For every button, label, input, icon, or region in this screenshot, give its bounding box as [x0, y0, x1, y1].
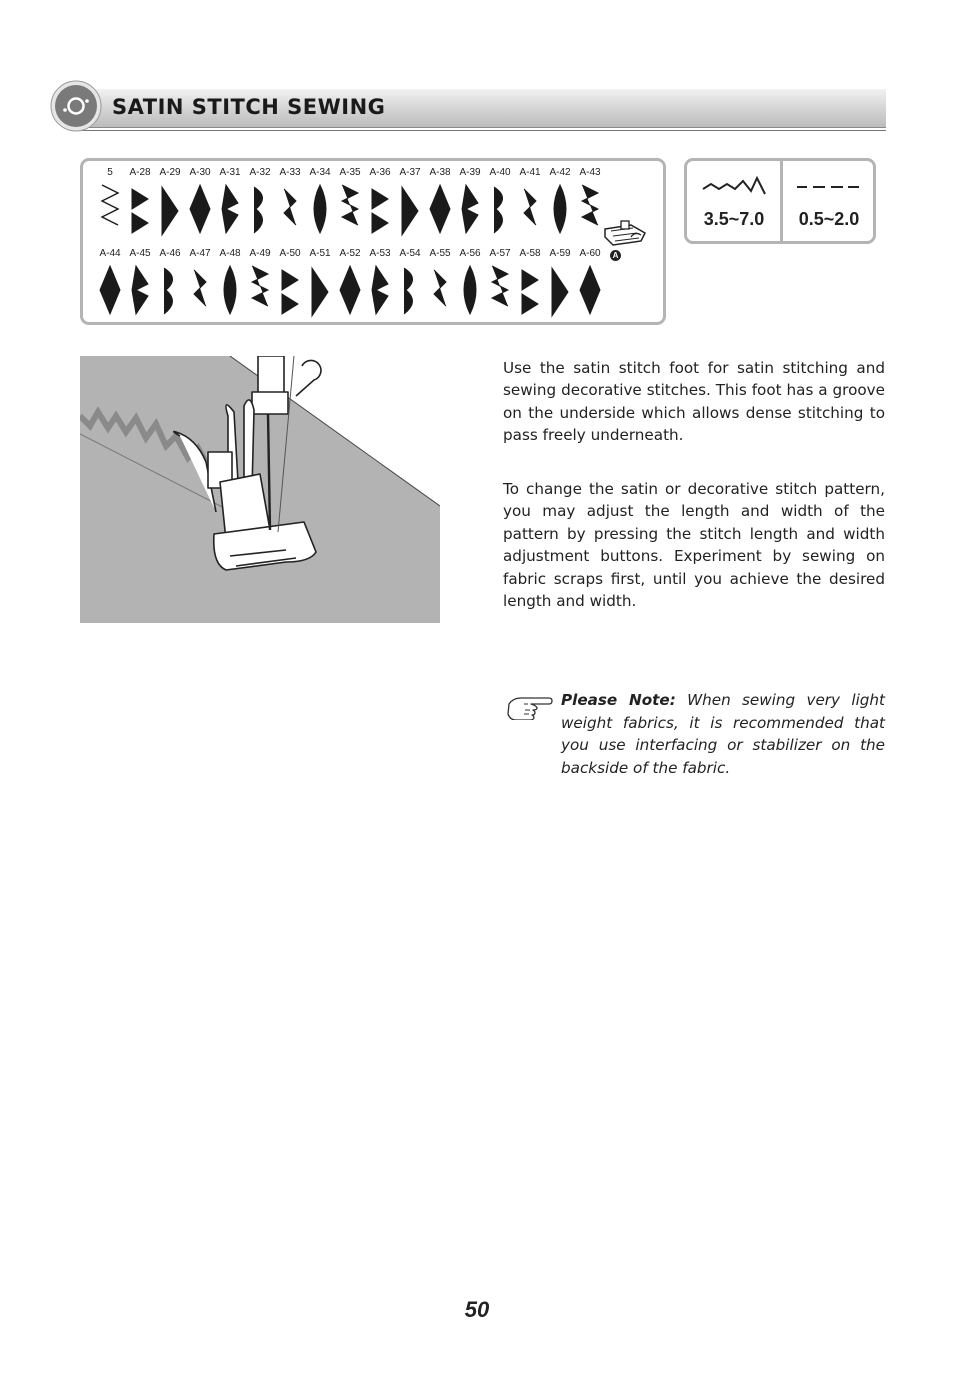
stitch-pattern-a-60	[575, 248, 605, 318]
header-rule	[80, 130, 886, 131]
stitch-pattern-label: A-30	[189, 167, 211, 178]
stitch-glyph-icon	[338, 183, 362, 237]
stitch-glyph-icon	[338, 264, 362, 318]
stitch-pattern-a-41	[515, 167, 545, 237]
stitch-glyph-icon	[308, 183, 332, 237]
stitch-glyph-icon	[188, 264, 212, 318]
stitch-pattern-label: A-39	[459, 167, 481, 178]
stitch-glyph-icon	[188, 183, 212, 237]
stitch-pattern-label: A-40	[489, 167, 511, 178]
stitch-pattern-a-40	[485, 167, 515, 237]
stitch-glyph-icon	[398, 183, 422, 237]
stitch-pattern-label: A-55	[429, 248, 451, 259]
stitch-glyph-icon	[98, 264, 122, 318]
stitch-pattern-a-47	[185, 248, 215, 318]
stitch-glyph-icon	[578, 264, 602, 318]
stitch-pattern-label: A-53	[369, 248, 391, 259]
stitch-pattern-label: A-37	[399, 167, 421, 178]
stitch-pattern-a-29	[155, 167, 185, 237]
foot-marker-badge: A	[610, 250, 621, 261]
stitch-glyph-icon	[428, 183, 452, 237]
stitch-settings-box	[684, 158, 876, 244]
stitch-pattern-label: A-44	[99, 248, 121, 259]
stitch-pattern-a-35	[335, 167, 365, 237]
stitch-pattern-label: A-57	[489, 248, 511, 259]
stitch-pattern-label: A-54	[399, 248, 421, 259]
stitch-pattern-a-33	[275, 167, 305, 237]
stitch-glyph-icon	[548, 183, 572, 237]
stitch-pattern-label: A-56	[459, 248, 481, 259]
section-header	[50, 80, 886, 132]
stitch-pattern-label: A-46	[159, 248, 181, 259]
stitch-glyph-icon	[458, 183, 482, 237]
stitch-glyph-icon	[278, 183, 302, 237]
stitch-glyph-icon	[488, 183, 512, 237]
stitch-pattern-label: A-60	[579, 248, 601, 259]
pointing-hand-icon	[506, 694, 554, 720]
stitch-glyph-icon	[158, 264, 182, 318]
stitch-pattern-a-30	[185, 167, 215, 237]
stitch-pattern-a-45	[125, 248, 155, 318]
note-text: When sewing very light weight fabrics, it is recommended that you use interfacing or stabilizer on the backside of the fabric.	[561, 691, 886, 777]
satin-foot-sewing-illustration	[80, 356, 440, 623]
stitch-pattern-a-46	[155, 248, 185, 318]
stitch-glyph-icon	[128, 183, 152, 237]
stitch-pattern-label: A-36	[369, 167, 391, 178]
stitch-pattern-a-42	[545, 167, 575, 237]
stitch-pattern-a-57	[485, 248, 515, 318]
stitch-glyph-icon	[578, 183, 602, 237]
stitch-pattern-label: A-42	[549, 167, 571, 178]
stitch-pattern-a-44	[95, 248, 125, 318]
stitch-glyph-icon	[428, 264, 452, 318]
stitch-glyph-icon	[488, 264, 512, 318]
stitch-pattern-label: A-38	[429, 167, 451, 178]
stitch-pattern-label: A-52	[339, 248, 361, 259]
stitch-pattern-label: A-31	[219, 167, 241, 178]
stitch-pattern-label: A-59	[549, 248, 571, 259]
stitch-glyph-icon	[218, 264, 242, 318]
paragraph-satin-foot: Use the satin stitch foot for satin stitching and sewing decorative stitches. This foot has a groove on the underside which allows dense stitching to pass freely underneath.	[503, 359, 885, 445]
stitch-pattern-a-34	[305, 167, 335, 237]
stitch-glyph-icon	[398, 264, 422, 318]
stitch-glyph-icon	[248, 264, 272, 318]
stitch-width-icon	[701, 175, 767, 197]
stitch-pattern-label: A-41	[519, 167, 541, 178]
stitch-length-icon	[795, 175, 861, 197]
stitch-pattern-a-37	[395, 167, 425, 237]
stitch-pattern-a-50	[275, 248, 305, 318]
stitch-pattern-a-55	[425, 248, 455, 318]
stitch-glyph-icon	[518, 264, 542, 318]
stitch-pattern-label: A-34	[309, 167, 331, 178]
paragraph-adjust-pattern: To change the satin or decorative stitch pattern, you may adjust the length and width of the pattern by pressing the stitch length and width adjustment buttons. Experiment by sewing on fabric scraps first, until you achieve the desired length and width.	[503, 480, 885, 611]
satin-stitch-badge-icon	[50, 80, 102, 132]
satin-foot-icon	[601, 219, 649, 249]
stitch-pattern-label: A-48	[219, 248, 241, 259]
stitch-width-range: 3.5~7.0	[703, 209, 765, 229]
stitch-pattern-label: A-47	[189, 248, 211, 259]
stitch-pattern-label: A-33	[279, 167, 301, 178]
stitch-glyph-icon	[248, 183, 272, 237]
stitch-pattern-a-39	[455, 167, 485, 237]
note-lead: Please Note:	[561, 691, 676, 709]
stitch-pattern-label: A-32	[249, 167, 271, 178]
stitch-pattern-label: A-29	[159, 167, 181, 178]
page-title: SATIN STITCH SEWING	[112, 95, 386, 119]
stitch-pattern-a-53	[365, 248, 395, 318]
stitch-pattern-a-54	[395, 248, 425, 318]
stitch-pattern-label: A-35	[339, 167, 361, 178]
stitch-glyph-icon	[518, 183, 542, 237]
stitch-pattern-label: 5	[107, 167, 113, 178]
stitch-pattern-a-48	[215, 248, 245, 318]
page-number: 50	[464, 1297, 490, 1322]
stitch-pattern-a-36	[365, 167, 395, 237]
stitch-glyph-icon	[278, 264, 302, 318]
stitch-length-range: 0.5~2.0	[798, 209, 860, 229]
stitch-pattern-a-49	[245, 248, 275, 318]
stitch-pattern-a-31	[215, 167, 245, 237]
stitch-pattern-label: A-50	[279, 248, 301, 259]
stitch-glyph-icon	[98, 183, 122, 237]
stitch-pattern-panel	[80, 158, 666, 325]
stitch-pattern-a-59	[545, 248, 575, 318]
stitch-glyph-icon	[368, 183, 392, 237]
stitch-glyph-icon	[218, 183, 242, 237]
settings-divider	[780, 161, 783, 241]
stitch-pattern-a-51	[305, 248, 335, 318]
stitch-pattern-a-52	[335, 248, 365, 318]
stitch-pattern-5	[95, 167, 125, 237]
stitch-glyph-icon	[458, 264, 482, 318]
stitch-glyph-icon	[128, 264, 152, 318]
stitch-pattern-a-58	[515, 248, 545, 318]
stitch-glyph-icon	[548, 264, 572, 318]
stitch-pattern-label: A-45	[129, 248, 151, 259]
stitch-pattern-label: A-58	[519, 248, 541, 259]
stitch-pattern-a-38	[425, 167, 455, 237]
stitch-glyph-icon	[158, 183, 182, 237]
stitch-pattern-a-28	[125, 167, 155, 237]
stitch-glyph-icon	[308, 264, 332, 318]
stitch-pattern-label: A-28	[129, 167, 151, 178]
stitch-pattern-a-56	[455, 248, 485, 318]
stitch-pattern-a-32	[245, 167, 275, 237]
please-note	[561, 689, 885, 779]
stitch-glyph-icon	[368, 264, 392, 318]
stitch-pattern-label: A-43	[579, 167, 601, 178]
stitch-pattern-label: A-49	[249, 248, 271, 259]
stitch-pattern-label: A-51	[309, 248, 331, 259]
